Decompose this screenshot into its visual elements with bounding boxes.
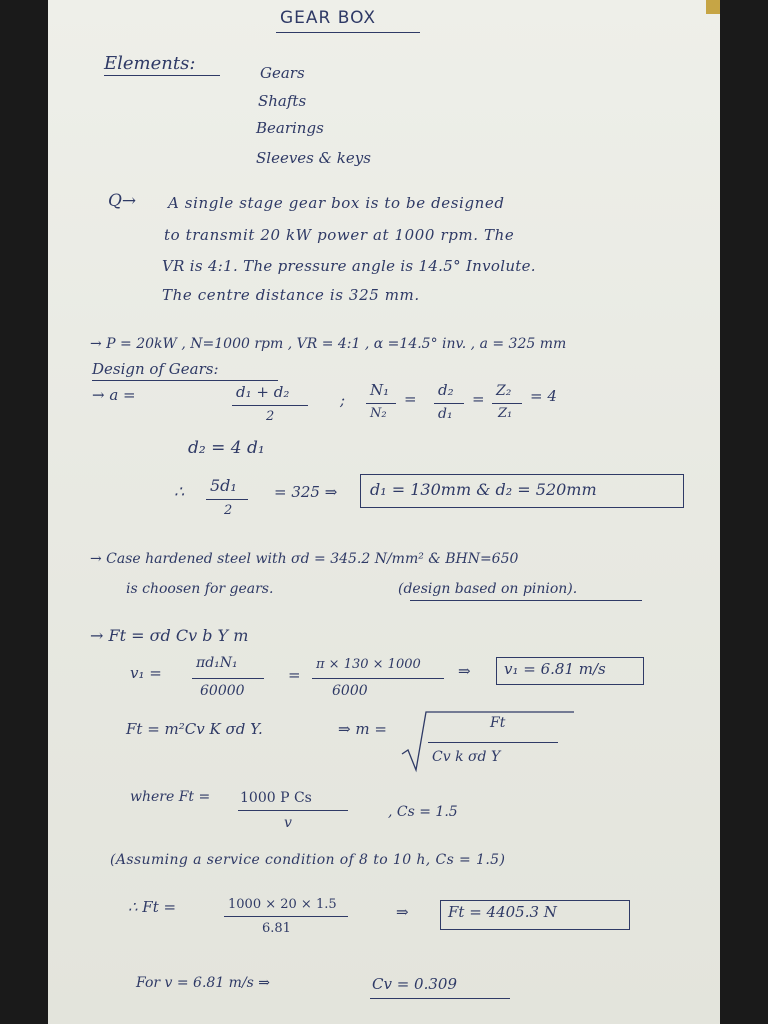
solve-rhs: = 325 ⇒ — [274, 483, 338, 501]
element-item: Shafts — [258, 92, 307, 110]
question-line: The centre distance is 325 mm. — [162, 286, 420, 304]
cv-underline — [370, 998, 510, 999]
cv-lhs: For v = 6.81 m/s ⇒ — [136, 975, 271, 991]
v-den1: 60000 — [200, 683, 245, 699]
ratio-sep: ; — [340, 391, 346, 409]
where-den: v — [284, 815, 292, 831]
fraction-bar — [366, 403, 396, 404]
fraction-bar — [428, 742, 558, 743]
where-num: 1000 P Cs — [240, 790, 312, 806]
ratio-eq: = — [404, 390, 417, 408]
title-underline — [276, 32, 420, 33]
ratio-d1: d₁ — [438, 406, 453, 422]
center-lhs: → a = — [92, 386, 136, 404]
question-line: A single stage gear box is to be designed — [168, 194, 505, 212]
solve-den: 2 — [224, 503, 233, 518]
element-item: Gears — [260, 64, 305, 82]
fraction-bar — [224, 916, 348, 917]
ratio-n2: N₂ — [370, 406, 387, 421]
question-line: VR is 4:1. The pressure angle is 14.5° Involute. — [162, 257, 536, 275]
element-item: Sleeves & keys — [256, 149, 371, 167]
where-rhs: , Cs = 1.5 — [388, 804, 458, 820]
note-underline — [410, 600, 642, 601]
elements-underline — [104, 75, 220, 76]
given-data: → P = 20kW , N=1000 rpm , VR = 4:1 , α =14.5° inv. , a = 325 mm — [90, 336, 567, 352]
result-velocity: v₁ = 6.81 m/s — [504, 660, 606, 678]
page-title: GEAR BOX — [280, 8, 377, 28]
result-diameters: d₁ = 130mm & d₂ = 520mm — [370, 480, 597, 499]
ftval-lhs: ∴ Ft = — [128, 898, 177, 916]
m-arrow: ⇒ m = — [338, 720, 387, 738]
eq-ft: → Ft = σd Cv b Y m — [90, 626, 249, 645]
fraction-bar — [238, 810, 348, 811]
fraction-bar — [492, 403, 522, 404]
fraction-bar — [192, 678, 264, 679]
ftval-num: 1000 × 20 × 1.5 — [228, 897, 337, 912]
therefore: ∴ — [174, 482, 185, 501]
elements-label: Elements: — [104, 53, 196, 74]
eq-d2: d₂ = 4 d₁ — [188, 438, 265, 458]
material-line: → Case hardened steel with σd = 345.2 N/mm² & BHN=650 — [90, 551, 519, 567]
v-arrow: ⇒ — [458, 662, 471, 680]
result-force: Ft = 4405.3 N — [448, 903, 557, 921]
design-heading-underline — [92, 380, 278, 381]
corner-tab — [706, 0, 720, 14]
fraction-bar — [434, 403, 464, 404]
where-lhs: where Ft = — [130, 789, 211, 805]
material-note: (design based on pinion). — [398, 581, 578, 597]
ratio-z1: Z₁ — [498, 406, 513, 421]
fraction-bar — [206, 499, 248, 500]
element-item: Bearings — [256, 119, 324, 137]
v-num1: πd₁N₁ — [196, 655, 238, 671]
m-num: Ft — [490, 715, 506, 731]
notebook-page — [48, 0, 720, 1024]
ftval-arrow: ⇒ — [396, 903, 409, 921]
ftval-den: 6.81 — [262, 921, 291, 936]
ratio-z2: Z₂ — [496, 383, 512, 399]
question-marker: Q→ — [108, 191, 137, 211]
fraction-bar — [232, 405, 308, 406]
v-lhs: v₁ = — [130, 664, 162, 682]
material-line: is choosen for gears. — [126, 581, 274, 597]
assumption-note: (Assuming a service condition of 8 to 10 h, Cs = 1.5) — [110, 852, 506, 868]
ratio-d2: d₂ — [438, 381, 454, 399]
question-line: to transmit 20 kW power at 1000 rpm. The — [164, 226, 515, 244]
v-den2: 6000 — [332, 683, 368, 699]
v-eq: = — [288, 666, 301, 684]
m-lhs: Ft = m²Cv K σd Y. — [126, 720, 263, 738]
center-num: d₁ + d₂ — [236, 383, 290, 401]
cv-result: Cv = 0.309 — [372, 975, 457, 993]
ratio-result: = 4 — [530, 387, 557, 405]
ratio-n1: N₁ — [370, 381, 390, 399]
fraction-bar — [312, 678, 444, 679]
v-num2: π × 130 × 1000 — [316, 657, 421, 672]
design-heading: Design of Gears: — [92, 360, 219, 378]
ratio-eq: = — [472, 390, 485, 408]
solve-num: 5d₁ — [210, 476, 237, 495]
m-den: Cv k σd Y — [432, 749, 501, 765]
center-den: 2 — [266, 409, 275, 424]
